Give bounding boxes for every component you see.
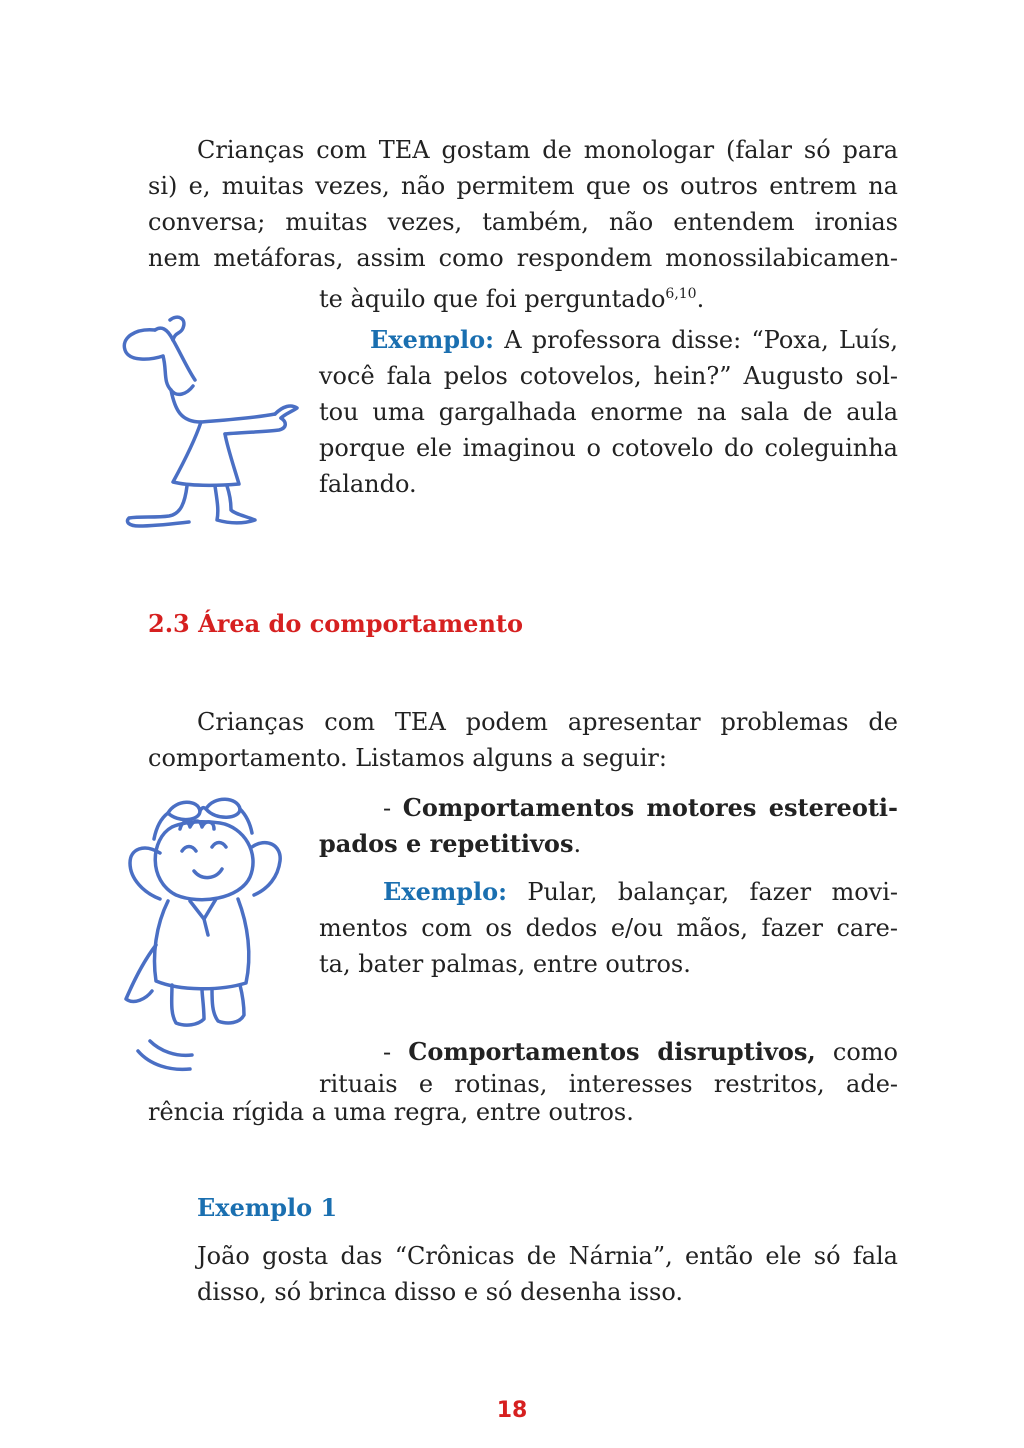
- para1-line4: nem metáforas, assim como respondem monossilabicamen-: [148, 244, 898, 272]
- example2-colon: :: [498, 877, 508, 906]
- item2-line2: rituais e rotinas, interesses restritos, ade-: [319, 1070, 898, 1098]
- example3-title: Exemplo 1: [197, 1193, 338, 1222]
- example1-line4: porque ele imaginou o cotovelo do coleguinha: [319, 434, 898, 462]
- item1-dash: -: [383, 794, 403, 822]
- item2-dash: -: [383, 1038, 409, 1066]
- pointing-character-illustration: [115, 310, 305, 530]
- example2-line1: [383, 874, 898, 910]
- item1-line1: [383, 790, 898, 826]
- example2-line3: ta, bater palmas, entre outros.: [319, 950, 691, 978]
- section-heading: 2.3 Área do comportamento: [148, 609, 523, 638]
- example1-colon: :: [485, 325, 495, 354]
- example1-label: Exemplo: [370, 325, 486, 354]
- para1-line5-end: .: [696, 285, 705, 313]
- example1-line5: falando.: [319, 470, 417, 498]
- item2-line1-text: como: [815, 1038, 898, 1066]
- jumping-character-illustration: [120, 785, 295, 1075]
- example1-line1-text: A professora disse: “Poxa, Luís,: [494, 326, 898, 354]
- para2-line1: Crianças com TEA podem apresentar problemas de: [197, 708, 898, 736]
- citation-ref: 6,10: [665, 286, 697, 302]
- item2-line3: rência rígida a uma regra, entre outros.: [148, 1098, 634, 1126]
- example1-line1: [370, 322, 898, 358]
- example3-line1: João gosta das “Crônicas de Nárnia”, então ele só fala: [197, 1242, 898, 1270]
- example2-label: Exemplo: [383, 877, 499, 906]
- item1-end: .: [573, 830, 582, 858]
- para1-line1: Crianças com TEA gostam de monologar (falar só para: [197, 136, 898, 164]
- example2-line1-text: Pular, balançar, fazer movi-: [507, 878, 898, 906]
- item2-line1: [383, 1034, 898, 1070]
- page-number: 18: [496, 1398, 528, 1423]
- example2-line2: mentos com os dedos e/ou mãos, fazer care-: [319, 914, 898, 942]
- para2-line2: comportamento. Listamos alguns a seguir:: [148, 744, 667, 772]
- item1-line2: [319, 826, 581, 862]
- item1-bold-text-2: pados e repetitivos: [319, 829, 574, 858]
- para1-line2: si) e, muitas vezes, não permitem que os outros entrem na: [148, 172, 898, 200]
- example1-line2: você fala pelos cotovelos, hein?” Augusto sol-: [319, 362, 898, 390]
- example3-line2: disso, só brinca disso e só desenha isso.: [197, 1278, 683, 1306]
- example1-line3: tou uma gargalhada enorme na sala de aula: [319, 398, 898, 426]
- para1-line3: conversa; muitas vezes, também, não entendem ironias: [148, 208, 898, 236]
- para1-line5: [319, 276, 704, 317]
- item2-bold-text: Comportamentos disruptivos,: [408, 1037, 816, 1066]
- para1-line5-text: te àquilo que foi perguntado: [319, 285, 666, 313]
- item1-bold-text: Comportamentos motores estereoti-: [402, 793, 898, 822]
